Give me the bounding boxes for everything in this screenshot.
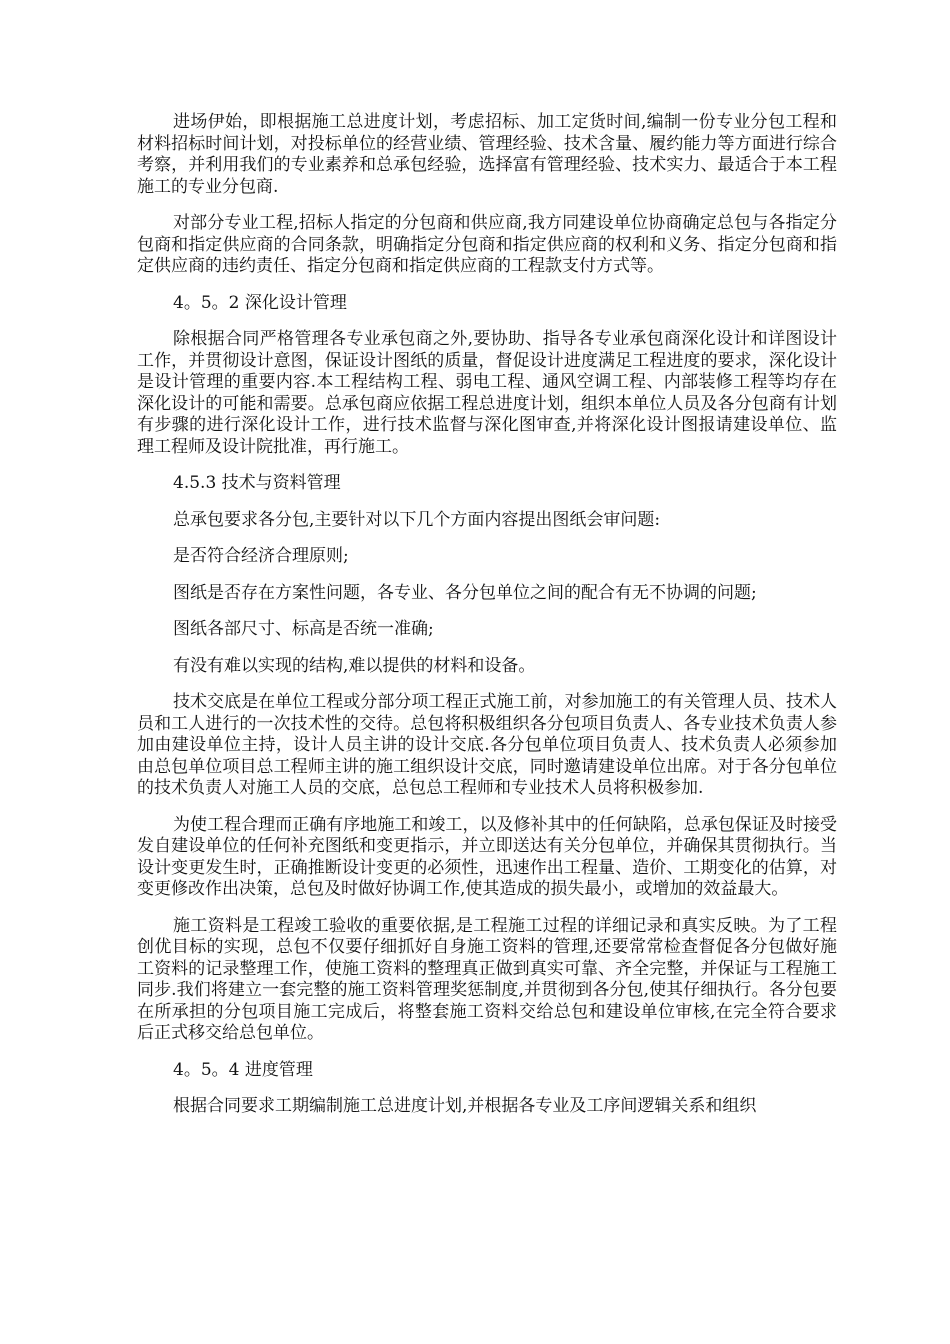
paragraph-designated-subcontractors: 对部分专业工程,招标人指定的分包商和供应商,我方同建设单位协商确定总包与各指定分包商和指定供应商的合同条款，明确指定分包商和指定供应商的权利和义务、指定分包商和指定供应商的违约责任、指定分包商和指定供应商的工程款支付方式等。 — [137, 213, 837, 276]
paragraph-schedule-management: 根据合同要求工期编制施工总进度计划,并根据各专业及工序间逻辑关系和组织 — [173, 1096, 757, 1116]
paragraph-subcontractor-selection: 进场伊始，即根据施工总进度计划，考虑招标、加工定货时间,编制一份专业分包工程和材料招标时间计划，对投标单位的经营业绩、管理经验、技术含量、履约能力等方面进行综合考察，并利用我们的专业素养和总承包经验，选择富有管理经验、技术实力、最适合于本工程施工的专业分包商. — [137, 112, 837, 197]
paragraph-drawing-review-intro: 总承包要求各分包,主要针对以下几个方面内容提出图纸会审问题: — [173, 509, 661, 530]
paragraph-technical-briefing: 技术交底是在单位工程或分部分项工程正式施工前，对参加施工的有关管理人员、技术人员和工人进行的一次技术性的交待。总包将积极组织各分包项目负责人、各专业技术负责人参加由建设单位主持，设计人员主讲的设计交底.各分包单位项目负责人、技术负责人必须参加由总包单位项目总工程师主讲的施工组织设计交底，同时邀请建设单位出席。对于各分包单位的技术负责人对施工人员的交底，总包总工程师和专业技术人员将积极参加. — [137, 692, 837, 798]
review-item-structure: 有没有难以实现的结构,难以提供的材料和设备。 — [173, 655, 536, 676]
paragraph-design-management: 除根据合同严格管理各专业承包商之外,要协助、指导各专业承包商深化设计和详图设计工作，并贯彻设计意图，保证设计图纸的质量，督促设计进度满足工程进度的要求，深化设计是设计管理的重要内容.本工程结构工程、弱电工程、通风空调工程、内部装修工程等均存在深化设计的可能和需要。总承包商应依据工程总进度计划，组织本单位人员及各分包商有计划有步骤的进行深化设计工作，进行技术监督与深化图审查,并将深化设计图报请建设单位、监理工程师及设计院批准，再行施工。 — [137, 329, 837, 457]
review-item-dimensions: 图纸各部尺寸、标高是否统一准确; — [173, 619, 434, 639]
review-item-scheme: 图纸是否存在方案性问题，各专业、各分包单位之间的配合有无不协调的问题; — [173, 582, 757, 603]
paragraph-construction-records: 施工资料是工程竣工验收的重要依据,是工程施工过程的详细记录和真实反映。为了工程创优目标的实现，总包不仅要仔细抓好自身施工资料的管理,还要常常检查督促各分包做好施工资料的记录整理工作，使施工资料的整理真正做到真实可靠、齐全完整，并保证与工程施工同步.我们将建立一套完整的施工资料管理奖惩制度,并贯彻到各分包,使其仔细执行。各分包要在所承担的分包项目施工完成后，将整套施工资料交给总包和建设单位审核,在完全符合要求后正式移交给总包单位。 — [137, 915, 837, 1043]
document-body — [137, 112, 837, 1133]
section-heading-technical-documentation: 4.5.3 技术与资料管理 — [173, 473, 341, 493]
section-heading-schedule-management: 4。5。4 进度管理 — [173, 1059, 313, 1080]
paragraph-design-changes: 为使工程合理而正确有序地施工和竣工，以及修补其中的任何缺陷，总承包保证及时接受发自建设单位的任何补充图纸和变更指示，并立即送达有关分包单位，并确保其贯彻执行。当设计变更发生时，正确推断设计变更的必须性，迅速作出工程量、造价、工期变化的估算，对变更修改作出决策，总包及时做好协调工作,使其造成的损失最小，或增加的效益最大。 — [137, 814, 837, 899]
section-heading-design-management: 4。5。2 深化设计管理 — [173, 292, 347, 313]
review-item-economic: 是否符合经济合理原则; — [173, 546, 349, 566]
